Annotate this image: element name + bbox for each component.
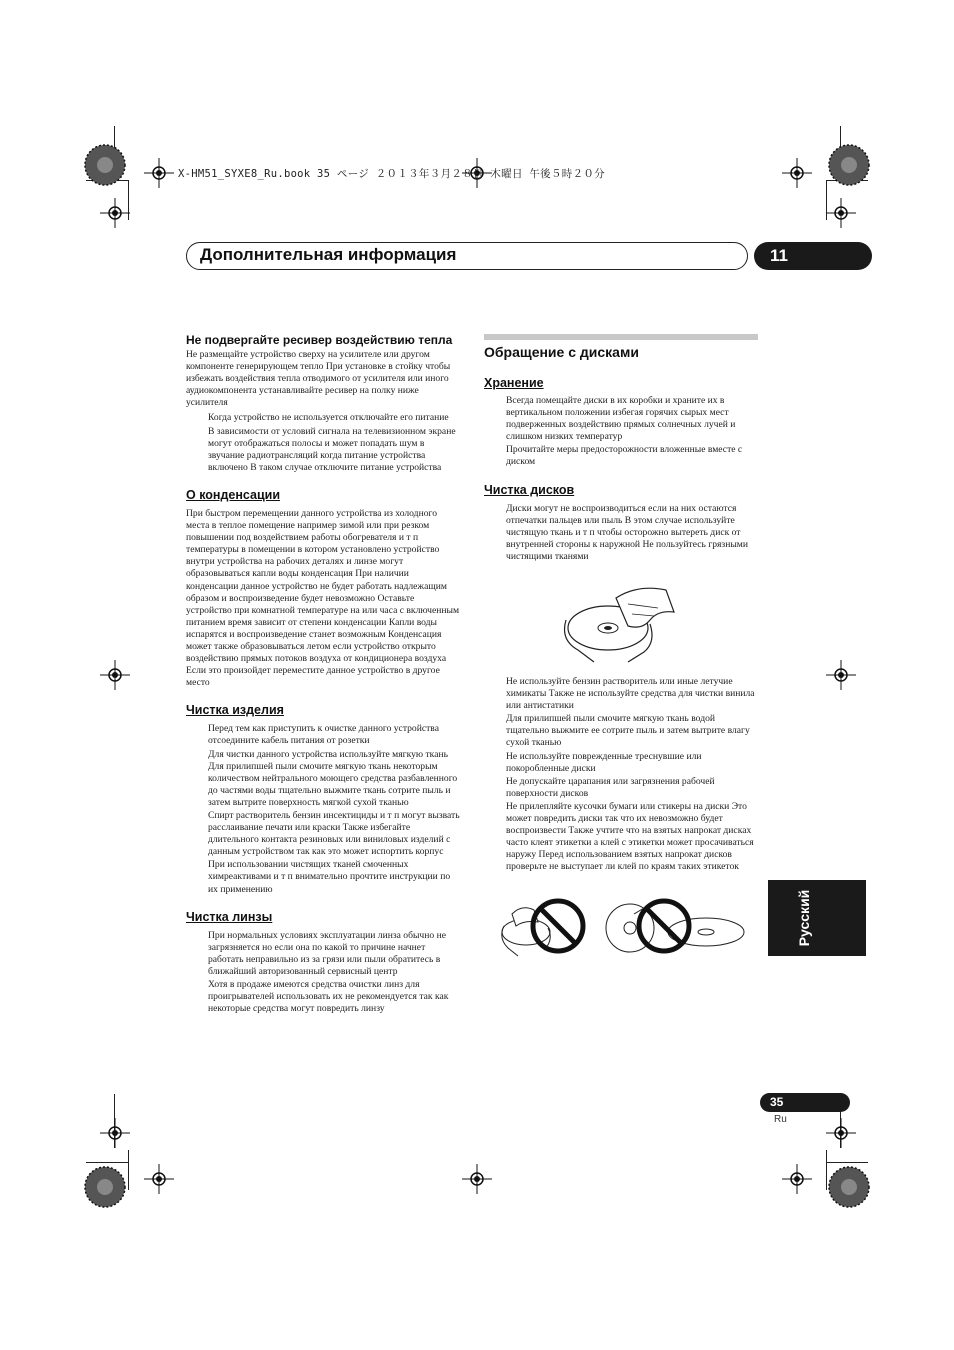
language-tab [768,880,866,956]
no-damaged-disc-illustration [604,896,748,958]
crosshair-mark-icon [782,1164,812,1194]
product-cleaning-heading: Чистка изделия [186,703,284,718]
crosshair-mark-icon [826,660,856,690]
warning-bullet-3: Не используйте поврежденные треснувшие или покоробленные диски [506,750,702,774]
heat-bullet-1: Когда устройство не используется отключайте его питание [208,412,449,424]
chapter-number-badge: 11 [754,242,872,270]
file-info-line: X-HM51_SYXE8_Ru.book 35 ページ ２０１３年３月２８日 木曜日 午後５時２０分 [178,168,605,180]
storage-bullet-2: Прочитайте меры предосторожности вложенные вместе с диском [506,444,743,468]
product-cleaning-bullet-2: Для чистки данного устройства используйте мягкую ткань Для прилипшей пыли смочите мягкую ткань некоторым количеством нейтрального моющего средства разбавленного до частями воды тщательно выжмите ткань сотрите пыль и затем вытрите поверхность мягкой сухой тканью [208,748,458,808]
product-cleaning-bullet-3: Спирт растворитель бензин инсектициды и т п могут вызвать расслаивание печати или краски Также избегайте длительного контакта резиновых или виниловых изделий с данным устройством так как это может испортить корпус [208,810,460,858]
trim-line [128,1150,129,1190]
warning-bullet-1: Не используйте бензин растворитель или иные летучие химикаты Также не используйте средства для чистки винила или антистатики [506,676,755,712]
crosshair-mark-icon [826,198,856,228]
heat-bullet-2: В зависимости от условий сигнала на телевизионном экране могут отображаться полосы и может попадать шум в звучание радиотрансляций когда питание устройства включено В таком случае отключите питание устройства [208,425,456,473]
starburst-mark-icon [82,142,128,188]
language-tab-label: Русский [796,889,812,947]
product-cleaning-bullet-4: При использовании чистящих тканей смоченных химреактивами и т п внимательно прочтите инструкции по их применению [208,859,451,895]
lens-cleaning-heading: Чистка линзы [186,909,273,924]
starburst-mark-icon [826,142,872,188]
crosshair-mark-icon [826,1118,856,1148]
warning-bullet-4: Не допускайте царапания или загрязнения рабочей поверхности дисков [506,775,715,799]
heat-body: Не размещайте устройство сверху на усилителе или другом компоненте генерирующем тепло При установке в стойку чтобы избежать воздействия тепла отводимого от усилителя или иного аудиокомпонента устанавливайте ресивер на полку ниже усилителя [186,349,451,409]
section-divider-bar [484,334,758,340]
left-column [186,333,462,1015]
right-column [484,344,758,563]
product-cleaning-bullet-1: Перед тем как приступить к очистке данного устройства отсоедините кабель питания от розетки [208,723,439,747]
storage-bullet-1: Всегда помещайте диски в их коробки и храните их в вертикальном положении избегая горячих сырых мест подверженных воздействию прямых солнечных лучей и слишком низких температур [506,395,736,443]
page-language-code: Ru [774,1114,787,1125]
crosshair-mark-icon [144,1164,174,1194]
crosshair-mark-icon [100,1118,130,1148]
disc-handling-heading: Обращение с дисками [484,344,639,360]
crosshair-mark-icon [462,1164,492,1194]
lens-cleaning-bullet-2: Хотя в продаже имеются средства очистки линз для проигрывателей использовать их не рекомендуется так как некоторые средства могут повредить линзу [208,979,449,1015]
condensation-body: При быстром перемещении данного устройства из холодного места в теплое помещение например зимой или при резком повышении под воздействием работы обогревателя и т п температуры в помещении в котором установлено устройство внутри устройства на рабочих деталях и линзе могут образовываться капли воды конденсация При наличии конденсации данное устройство не будет работать надлежащим образом и воспроизведение будет невозможно Оставьте устройство при комнатной температуре на или часа с включенным питанием время зависит от степени конденсации Капли воды испарятся и воспроизведение станет возможным Конденсация может также образовываться летом если устройство открыто воздействию прямых потоков воздуха от кондиционера воздуха Если это произойдет переместите данное устройство в другое место [186,507,460,689]
starburst-mark-icon [82,1164,128,1210]
crosshair-mark-icon [144,158,174,188]
disc-wiping-illustration [558,580,682,666]
disc-cleaning-bullet-1: Диски могут не воспроизводиться если на них остаются отпечатки пальцев или пыль В этом случае используйте чистящую ткань и т п чтобы осторожно вытереть диск от внутренней стороны к наружной Не пользуйтесь грязными чистящими тканями [506,502,748,562]
disc-cleaning-heading: Чистка дисков [484,482,575,497]
crosshair-mark-icon [782,158,812,188]
page-number-badge: 35 [760,1093,850,1112]
no-cleaner-illustration [494,896,590,958]
trim-line [826,1162,868,1163]
trim-line [86,1162,128,1163]
starburst-mark-icon [826,1164,872,1210]
chapter-title: Дополнительная информация [200,245,457,264]
condensation-heading: О конденсации [186,487,281,502]
warning-bullet-5: Не прилепляйте кусочки бумаги или стикеры на диски Это может повредить диски так что их невозможно будет воспроизвести Также учтите что на взятых напрокат дисках часто клеят этикетки а клей с этикетки может просачиваться наружу Перед использованием взятых напрокат дисков проверьте не выступает ли клей по краям таких этикеток [506,800,754,873]
lens-cleaning-bullet-1: При нормальных условиях эксплуатации линза обычно не загрязняется но если она по какой то причине начнет работать неправильно из за грязи или пыли обратитесь в ближайший авторизованный сервисный центр [208,929,446,977]
warning-bullet-2: Для прилипшей пыли смочите мягкую ткань водой тщательно выжмите ее сотрите пыль и затем вытрите влагу сухой тканью [506,713,750,749]
crosshair-mark-icon [100,660,130,690]
storage-heading: Хранение [484,376,544,390]
crosshair-mark-icon [100,198,130,228]
disc-warnings [484,676,758,874]
heat-heading: Не подвергайте ресивер воздействию тепла [186,333,453,347]
